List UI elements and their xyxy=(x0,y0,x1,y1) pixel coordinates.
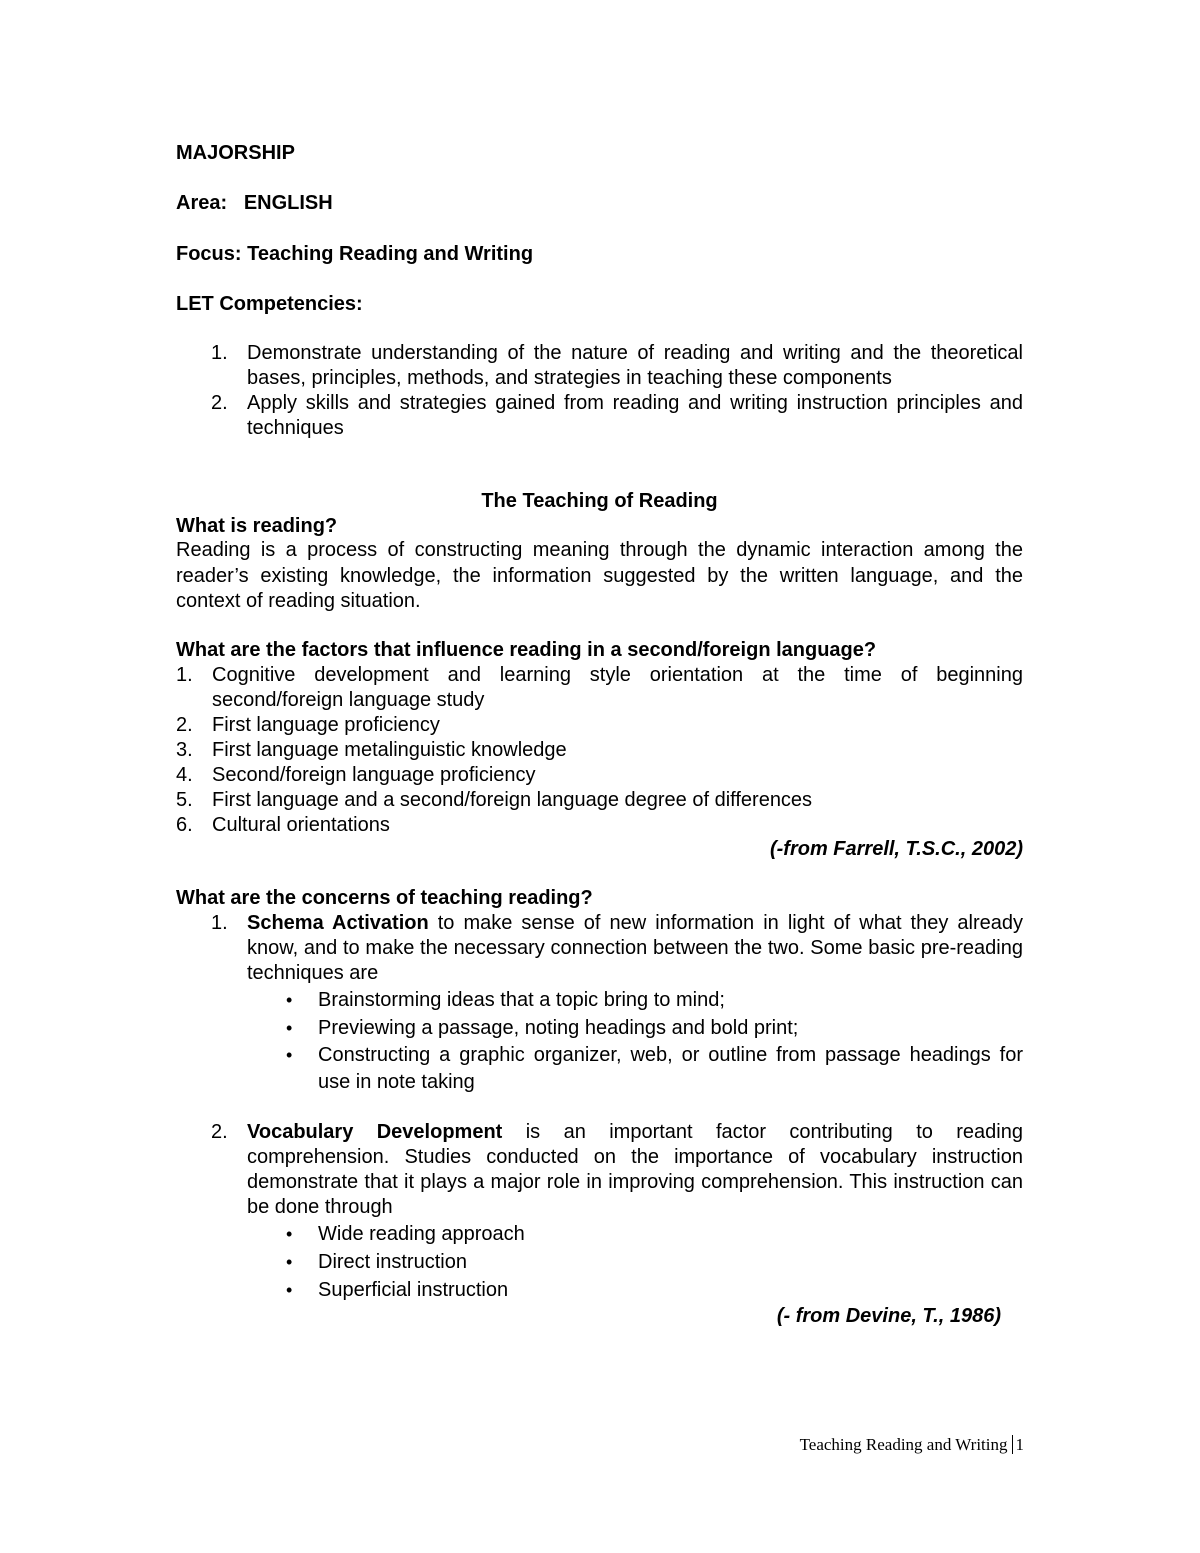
bullet-text: Brainstorming ideas that a topic bring to mind; xyxy=(318,989,725,1011)
list-item xyxy=(211,341,1023,391)
concern-term: Vocabulary Development xyxy=(247,1121,503,1143)
bullet-item xyxy=(286,1220,1023,1248)
bullet-text: Previewing a passage, noting headings and bold print; xyxy=(318,1017,799,1039)
list-item xyxy=(211,391,1023,441)
bullet-item xyxy=(286,1276,1023,1304)
what-is-reading-body: Reading is a process of constructing meaning through the dynamic interaction among the reader’s existing knowledge, the information suggested by the written language, and the context of reading situation. xyxy=(176,539,1023,612)
list-item xyxy=(176,813,1023,838)
concern-item-schema xyxy=(176,911,1023,1096)
concern-term: Schema Activation xyxy=(247,912,429,934)
list-number: 1. xyxy=(176,664,193,686)
document-page xyxy=(176,0,1023,1553)
list-item xyxy=(176,788,1023,813)
factors-citation: (-from Farrell, T.S.C., 2002) xyxy=(769,838,1023,860)
list-number: 6. xyxy=(176,814,193,836)
bullet-text: Superficial instruction xyxy=(318,1279,509,1301)
list-number: 1. xyxy=(211,912,228,934)
list-text: Cultural orientations xyxy=(212,814,390,836)
bullet-text: Wide reading approach xyxy=(318,1223,525,1245)
list-item xyxy=(176,713,1023,738)
list-text: Cognitive development and learning style orientation at the time of beginning second/foreign language study xyxy=(212,664,1023,711)
bullet-item xyxy=(286,1042,1023,1096)
concern-text: is an important factor contributing to reading comprehension. Studies conducted on the importance of vocabulary instruction demonstrate that it plays a major role in improving comprehension. This instruction can be done through xyxy=(247,1121,1023,1218)
list-number: 2. xyxy=(176,714,193,736)
bullet-icon: • xyxy=(286,1252,293,1272)
concerns-heading: What are the concerns of teaching reading? xyxy=(176,887,593,909)
bullet-text: Constructing a graphic organizer, web, or outline from passage headings for use in note taking xyxy=(318,1044,1023,1093)
document-title: MAJORSHIP xyxy=(176,142,295,164)
page-footer xyxy=(800,1433,1024,1457)
factors-heading: What are the factors that influence reading in a second/foreign language? xyxy=(176,639,877,661)
list-item xyxy=(176,663,1023,713)
bullet-item xyxy=(286,986,1023,1014)
concern-text: to make sense of new information in light of what they already know, and to make the necessary connection between the two. Some basic pre-reading techniques are xyxy=(247,912,1023,984)
bullet-item xyxy=(286,1014,1023,1042)
list-text: First language and a second/foreign language degree of differences xyxy=(212,789,813,811)
area-value: ENGLISH xyxy=(243,192,333,214)
list-item xyxy=(176,738,1023,763)
competencies-label: LET Competencies: xyxy=(176,293,363,315)
bullet-icon: • xyxy=(286,990,293,1010)
bullet-icon: • xyxy=(286,1280,293,1300)
bullet-list xyxy=(247,986,1023,1096)
what-is-reading-heading: What is reading? xyxy=(176,515,338,537)
list-text: First language metalinguistic knowledge xyxy=(212,739,567,761)
focus-line: Focus: Teaching Reading and Writing xyxy=(176,243,534,265)
factors-list xyxy=(176,663,1023,838)
footer-text: Teaching Reading and Writing xyxy=(799,1435,1008,1454)
concern-item-vocabulary xyxy=(176,1120,1023,1304)
list-number: 1. xyxy=(211,342,228,364)
bullet-text: Direct instruction xyxy=(318,1251,467,1273)
list-number: 4. xyxy=(176,764,193,786)
list-item xyxy=(176,763,1023,788)
area-label: Area: xyxy=(176,192,228,214)
bullet-icon: • xyxy=(286,1224,293,1244)
bullet-item xyxy=(286,1248,1023,1276)
page-number: 1 xyxy=(1012,1435,1025,1454)
list-number: 5. xyxy=(176,789,193,811)
bullet-list xyxy=(247,1220,1023,1304)
list-number: 2. xyxy=(211,392,228,414)
section-title: The Teaching of Reading xyxy=(481,490,718,512)
list-text: Demonstrate understanding of the nature of reading and writing and the theoretical bases, principles, methods, and strategies in teaching these components xyxy=(247,342,1023,389)
bullet-icon: • xyxy=(286,1045,293,1065)
list-number: 2. xyxy=(211,1121,228,1143)
list-number: 3. xyxy=(176,739,193,761)
area-line xyxy=(176,191,333,216)
list-text: Apply skills and strategies gained from reading and writing instruction principles and techniques xyxy=(247,392,1023,439)
bullet-icon: • xyxy=(286,1018,293,1038)
list-text: Second/foreign language proficiency xyxy=(212,764,536,786)
concerns-citation: (- from Devine, T., 1986) xyxy=(776,1305,1001,1327)
competencies-list xyxy=(176,341,1023,441)
list-text: First language proficiency xyxy=(212,714,440,736)
